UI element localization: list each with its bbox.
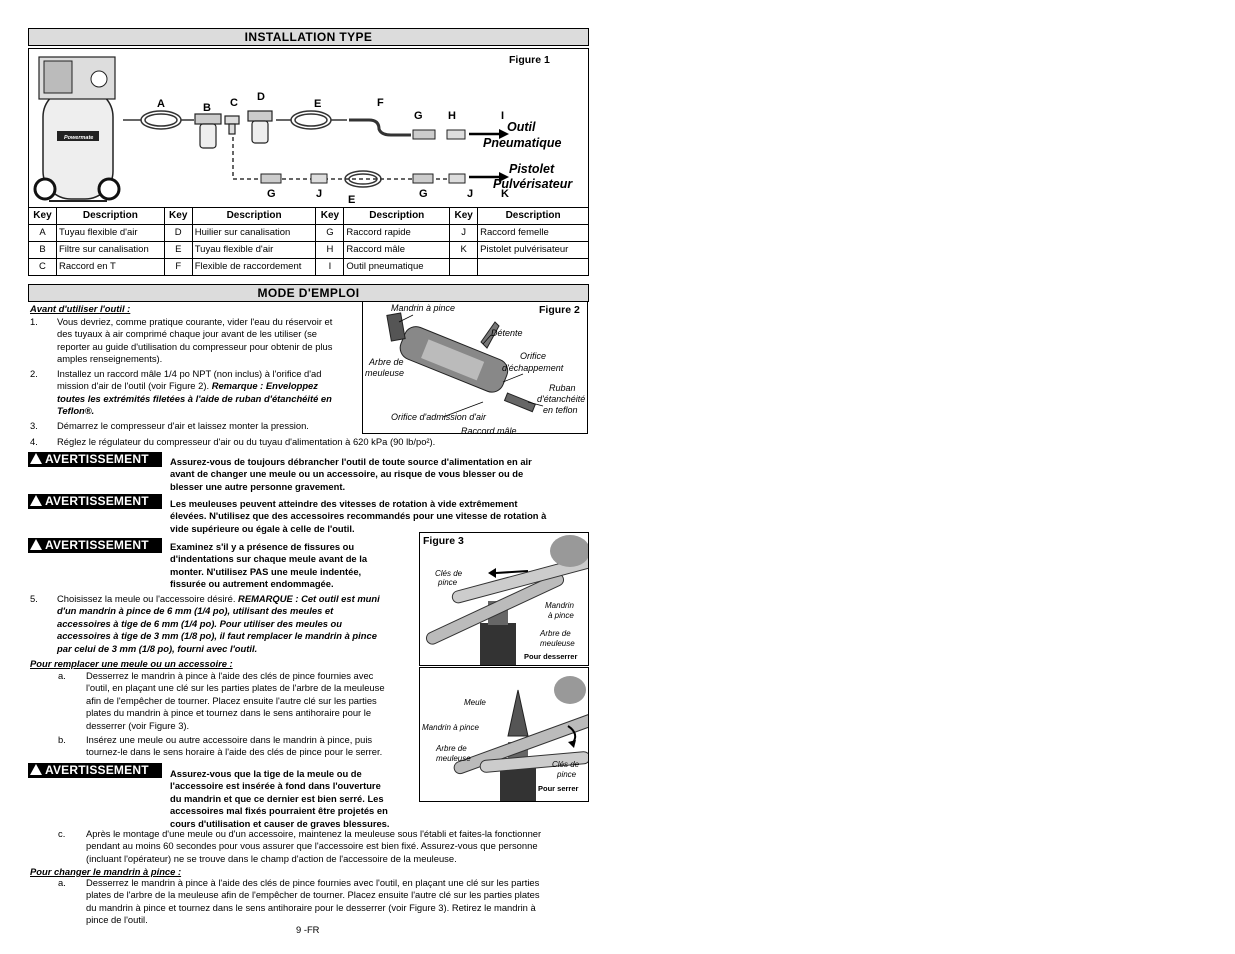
oiler-d (248, 111, 272, 143)
installation-schematic (29, 49, 588, 207)
figure-3-label: Figure 3 (423, 535, 464, 547)
header-key: Key (29, 208, 57, 225)
fig2-detente-label: Détente (491, 328, 523, 338)
letter-f: F (377, 97, 384, 109)
fig2-mandrin-label: Mandrin à pince (391, 303, 456, 313)
warning-4-text: Assurez-vous que la tige de la meule ou de l'accessoire est insérée à fond dans l'ouverture du mandrin et que ce dernier est bien serré. Les accessoires mal fixés pourraient être projetés en cours d'utilisation et causer de graves blessures. (170, 768, 390, 829)
letter-k-lower: K (501, 188, 509, 200)
fig2-orifice-label-1: Orifice (520, 351, 547, 361)
fig3-serrer-label: Pour serrer (538, 784, 579, 793)
change-collet-subtitle: Pour changer le mandrin à pince : (30, 866, 182, 877)
coupler-g (413, 130, 435, 139)
step-1: Vous devriez, comme pratique courante, vider l'eau du réservoir et des tuyaux à air comprimé chaque jour avant de les utiliser (se reporter au guide d'utilisation du compresseur pour obtenir de plus amples renseignements). (57, 316, 333, 365)
header-description: Description (344, 208, 450, 225)
plug-h (447, 130, 465, 139)
header-description: Description (478, 208, 589, 225)
warning-badge: AVERTISSEMENT (28, 538, 162, 553)
before-use-subtitle: Avant d'utiliser l'outil : (30, 303, 131, 314)
coupler-g-lower (261, 174, 281, 183)
fig3-cles-b-label-2: pince (557, 770, 577, 779)
step-number: 3. (30, 420, 38, 431)
figure-1-label: Figure 1 (509, 54, 550, 66)
step-5: Choisissez la meule ou l'accessoire désiré. REMARQUE : Cet outil est muni d'un mandrin à pince de 6 mm (1/4 po), utilisant des meules et accessoires à tige de 6 mm (1/4 po). Pour utiliser des meules ou accessoires à tige de 3 mm (1/8 po), il faut remplacer le mandrin à pince par celui de 3 mm (1/8 po), fourni avec l'outil. (57, 593, 380, 654)
step-number: 5. (30, 593, 38, 604)
pistolet-label-2: Pulvérisateur (493, 177, 573, 191)
letter-c: C (230, 97, 238, 109)
step-number: 1. (30, 316, 38, 327)
warning-badge: AVERTISSEMENT (28, 763, 162, 778)
letter-h: H (448, 110, 456, 122)
table-row: A Tuyau flexible d'air D Huilier sur canalisation G Raccord rapide J Raccord femelle (29, 225, 589, 242)
fig3-cles-label-1: Clés de (435, 569, 463, 578)
letter-g: G (414, 110, 423, 122)
fig3-mandrin-label-1: Mandrin (545, 601, 574, 610)
female-fitting-j-2 (449, 174, 465, 183)
substep-letter: a. (58, 877, 66, 888)
brand-logo: Powermate (64, 135, 94, 141)
warning-badge: AVERTISSEMENT (28, 452, 162, 467)
fig2-orifice-label-2: d'échappement (502, 363, 564, 373)
letter-j-lower-2: J (467, 188, 474, 200)
fig3-desserrer-label: Pour desserrer (524, 652, 578, 661)
whip-hose-f (349, 120, 411, 135)
letter-b: B (203, 102, 211, 114)
key-table-header (29, 208, 589, 225)
step-3: Démarrez le compresseur d'air et laissez monter la pression. (57, 420, 309, 431)
fig2-arbre-label-1: Arbre de (369, 357, 404, 367)
warning-1-text: Assurez-vous de toujours débrancher l'outil de toute source d'alimentation en air avant de changer une meule ou un accessoire, au risque de vous blesser ou de blesser une autre personne gravement. (170, 456, 532, 492)
hose-e (276, 111, 347, 129)
header-key: Key (164, 208, 192, 225)
fig2-admission-label: Orifice d'admission d'air (391, 412, 486, 422)
warning-triangle-icon (30, 539, 42, 550)
step-4: Réglez le régulateur du compresseur d'air ou du tuyau d'alimentation à 620 kPa (90 lb/po²). (57, 436, 436, 447)
fig2-raccord-label: Raccord mâle (461, 426, 517, 434)
filter-b (195, 114, 221, 148)
compressor-illustration (35, 57, 119, 201)
warning-triangle-icon (30, 495, 42, 506)
pistolet-label-1: Pistolet (509, 162, 555, 176)
substep-letter: a. (58, 670, 66, 681)
letter-g-lower: G (267, 188, 276, 200)
outil-label-1: Outil (507, 120, 536, 134)
header-description: Description (56, 208, 164, 225)
fig3-arbre-label-1: Arbre de (540, 629, 571, 638)
warning-badge: AVERTISSEMENT (28, 494, 162, 509)
fig3-arbre-b-label-2: meuleuse (436, 754, 471, 763)
step-number: 2. (30, 368, 38, 379)
letter-g-lower-2: G (419, 188, 428, 200)
female-fitting-j (311, 174, 327, 183)
fig2-ruban-label-1: Ruban (549, 383, 576, 393)
step-2: Installez un raccord mâle 1/4 po NPT (non inclus) à l'orifice d'ad mission d'air de l'outil (voir Figure 2). Remarque : Enveloppez toutes les extrémités filetées à l'aide de ruban d'étanchéité en Teflon®. (57, 368, 332, 417)
letter-d: D (257, 91, 265, 103)
header-key: Key (316, 208, 344, 225)
letter-j-lower: J (316, 188, 323, 200)
replace-subtitle: Pour remplacer une meule ou un accessoire : (30, 658, 233, 669)
warning-triangle-icon (30, 453, 42, 464)
substep-letter: c. (58, 828, 66, 839)
installation-type-header: INSTALLATION TYPE (28, 28, 589, 46)
figure-2-grinder (362, 301, 588, 434)
fig2-ruban-label-3: en teflon (543, 405, 578, 415)
figure-2-label: Figure 2 (539, 304, 580, 316)
step-number: 4. (30, 436, 38, 447)
fig3-arbre-b-label-1: Arbre de (436, 744, 467, 753)
fig3-mandrin-b-label: Mandrin à pince (422, 723, 479, 732)
branch-line (233, 137, 459, 179)
substep-c: Après le montage d'une meule ou d'un accessoire, maintenez la meuleuse sous l'établi et faites-la fonctionner pendant au moins 60 secondes pour vous assurer que l'accessoire est bien fixé. Assurez-vous que personne (incluant l'opérateur) ne se trouve dans le champ d'action de l'accessoire de la meuleuse. (86, 828, 542, 864)
figure-3-tighten (419, 667, 589, 802)
header-key: Key (450, 208, 478, 225)
warning-3-text: Examinez s'il y a présence de fissures ou d'indentations sur chaque meule avant de la monter. N'utilisez PAS une meule indentée, fissurée ou autrement endommagée. (170, 541, 368, 590)
fig3-cles-label-2: pince (438, 578, 458, 587)
page-number: 9 -FR (296, 924, 320, 935)
warning-triangle-icon (30, 764, 42, 775)
table-row: C Raccord en T F Flexible de raccordement I Outil pneumatique (29, 259, 589, 276)
hose-a (123, 111, 194, 129)
letter-i: I (501, 110, 505, 122)
warning-2-text: Les meuleuses peuvent atteindre des vitesses de rotation à vide extrêmement élevées. N'utilisez que des accessoires recommandés pour une vitesse de rotation à vide supérieure ou égale à celle de l'outil. (170, 498, 547, 534)
figure-1-installation-diagram (28, 48, 589, 208)
fig3-arbre-label-2: meuleuse (540, 639, 575, 648)
fig2-ruban-label-2: d'étanchéité (537, 394, 586, 404)
substep-a: Desserrez le mandrin à pince à l'aide des clés de pince fournies avec l'outil, en plaçant une clé sur les parties plates de l'arbre de la meuleuse afin de l'empêcher de tourner. Placez ensuite l'autre clé sur les parties plates du mandrin à pince et tournez dans le sens antihoraire pour le desserrer (voir Figure 3). (86, 670, 385, 731)
tee-c (225, 116, 239, 134)
change-step-a: Desserrez le mandrin à pince à l'aide des clés de pince fournies avec l'outil, en plaçant une clé sur les parties plates de l'arbre de la meuleuse afin de l'empêcher de tourner. Placez ensuite l'autre clé sur les parties plates du mandrin à pince et tournez dans le sens antihoraire pour le desserrer (voir Figure 3). Retirez le mandrin à pince de l'outil. (86, 877, 540, 926)
letter-e: E (314, 98, 322, 110)
letter-a: A (157, 98, 165, 110)
tighten-illustration (420, 668, 589, 802)
outil-label-2: Pneumatique (483, 136, 562, 150)
fig3-mandrin-label-2: à pince (548, 611, 574, 620)
key-table (28, 207, 589, 276)
substep-letter: b. (58, 734, 66, 745)
fig3-cles-b-label-1: Clés de (552, 760, 580, 769)
coupler-g-lower-2 (413, 174, 433, 183)
header-description: Description (192, 208, 316, 225)
figure-3-loosen (419, 532, 589, 666)
substep-b: Insérez une meule ou autre accessoire dans le mandrin à pince, puis tournez-le dans le sens horaire à l'aide des clés de pince pour le serrer. (86, 734, 383, 758)
fig2-arbre-label-2: meuleuse (365, 368, 405, 378)
letter-e-lower: E (348, 194, 356, 206)
mode-emploi-header: MODE D'EMPLOI (28, 284, 589, 302)
table-row: B Filtre sur canalisation E Tuyau flexible d'air H Raccord mâle K Pistolet pulvérisateur (29, 242, 589, 259)
fig3-meule-label: Meule (464, 698, 486, 707)
